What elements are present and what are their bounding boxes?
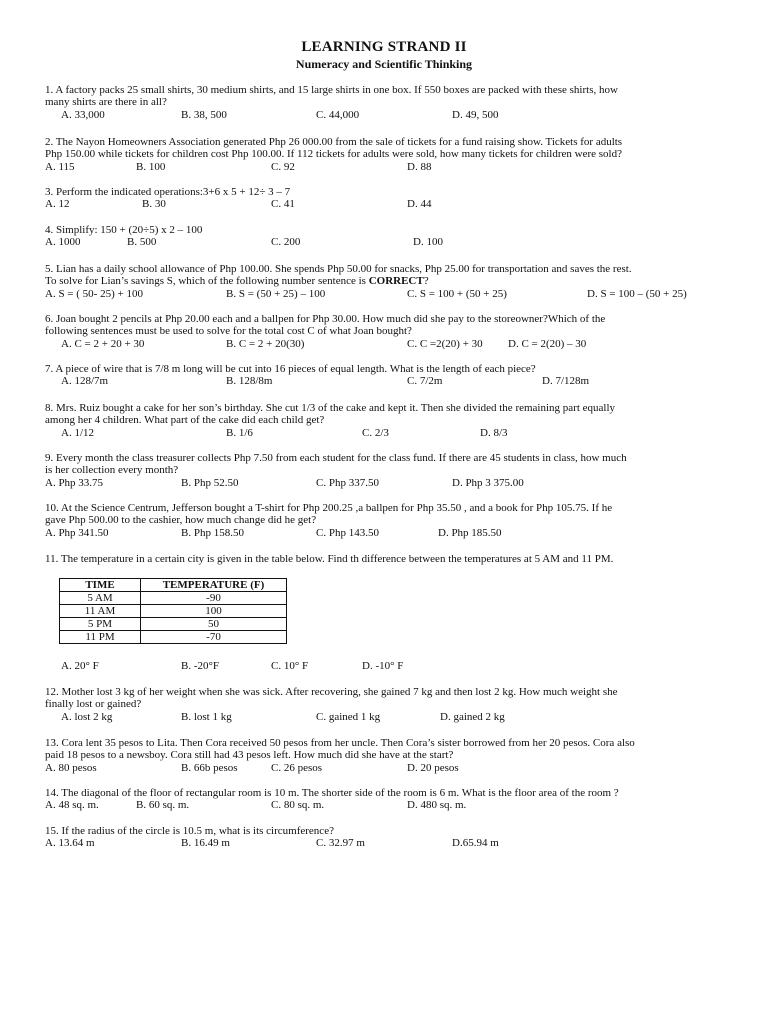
question-text: gave Php 500.00 to the cashier, how much change did he get? (45, 514, 317, 527)
choice-d: D. 8/3 (480, 426, 508, 439)
table-header-row (60, 579, 287, 592)
table-row (60, 631, 287, 644)
choice-c: C. 44,000 (316, 108, 360, 121)
column-header-temperature: TEMPERATURE (F) (141, 579, 287, 592)
question-text: following sentences must be used to solve for the total cost C of what Joan bought? (45, 325, 412, 338)
choice-b: B. C = 2 + 20(30) (226, 337, 305, 350)
question-text: To solve for Lian’s savings S, which of the following number sentence is CORRECT? (45, 275, 429, 288)
answer-choices (45, 109, 725, 122)
question-11 (45, 553, 725, 565)
choice-d: D. -10° F (362, 660, 404, 672)
choice-b: B. 30 (142, 198, 166, 211)
question-text: 13. Cora lent 35 pesos to Lita. Then Cora received 50 pesos from her uncle. Then Cora’s sister borrowed from her 20 pesos. Cora also (45, 737, 635, 749)
time-cell: 11 PM (60, 631, 141, 644)
choice-a: A. 13.64 m (45, 837, 95, 850)
question-11-choices (45, 660, 725, 673)
answer-choices (45, 762, 725, 775)
choice-b: B. 60 sq. m. (136, 799, 190, 812)
choice-a: A. 33,000 (61, 108, 105, 121)
question-text: 8. Mrs. Ruiz bought a cake for her son’s birthday. She cut 1/3 of the cake and kept it. Then she divided the remaining part equally (45, 402, 616, 414)
question-text: many shirts are there in all? (45, 96, 167, 109)
choice-c: C. 200 (271, 236, 301, 249)
choice-a: A. 128/7m (61, 375, 109, 388)
question-text: paid 18 pesos to a newsboy. Cora still had 43 pesos left. How much did she have at the start? (45, 749, 454, 762)
question-text: Php 150.00 while tickets for children cost Php 100.00. If 112 tickets for adults were sold, how many tickets for children were sold? (45, 148, 622, 161)
choice-d: D. 7/128m (542, 375, 590, 388)
choice-c: C. 26 pesos (271, 761, 323, 774)
choice-a: A. 1/12 (61, 426, 94, 439)
choice-b: B. 128/8m (226, 375, 273, 388)
choice-c: C. 7/2m (407, 375, 443, 388)
question-text: 12. Mother lost 3 kg of her weight when she was sick. After recovering, she gained 7 kg and then lost 2 kg. How much weight she (45, 686, 618, 698)
choice-b: B. 500 (127, 236, 157, 249)
choice-a: A. 1000 (45, 236, 81, 249)
question-text: 4. Simplify: 150 + (20÷5) x 2 – 100 (45, 224, 203, 236)
question-text: finally lost or gained? (45, 698, 142, 711)
question-text: 15. If the radius of the circle is 10.5 m, what is its circumference? (45, 825, 334, 837)
question-14 (45, 787, 725, 812)
choice-d: D.65.94 m (452, 837, 499, 850)
question-8 (45, 402, 725, 440)
choice-c: C. 92 (271, 160, 295, 173)
choice-c: C. S = 100 + (50 + 25) (407, 287, 507, 300)
choice-c: C. 80 sq. m. (271, 799, 325, 812)
choice-c: C. 41 (271, 198, 295, 211)
time-cell: 5 PM (60, 618, 141, 631)
choice-b: B. lost 1 kg (181, 710, 232, 723)
question-12 (45, 686, 725, 724)
emphasis-correct: CORRECT (368, 275, 424, 288)
question-text: is her collection every month? (45, 464, 179, 477)
choice-a: A. Php 33.75 (45, 476, 104, 489)
choice-c: C. gained 1 kg (316, 710, 381, 723)
choice-d: D. 49, 500 (452, 108, 499, 121)
choice-d: D. 100 (413, 236, 443, 249)
choice-b: B. 16.49 m (181, 837, 230, 850)
choice-b: B. -20°F (181, 660, 220, 672)
table-row (60, 605, 287, 618)
answer-choices (45, 161, 725, 174)
temperature-cell: -70 (141, 631, 287, 644)
choice-c: C. Php 143.50 (316, 526, 379, 539)
choice-a: A. 115 (45, 160, 75, 173)
temperature-cell: 100 (141, 605, 287, 618)
choice-a: A. 20° F (61, 660, 99, 672)
answer-choices (45, 375, 725, 388)
choice-b: B. Php 52.50 (181, 476, 239, 489)
table-row (60, 618, 287, 631)
question-text: 5. Lian has a daily school allowance of Php 100.00. She spends Php 50.00 for snacks, Php 25.00 for transportation and saves the rest. (45, 263, 632, 275)
choice-c: C. C =2(20) + 30 (407, 337, 483, 350)
choice-a: A. 48 sq. m. (45, 799, 99, 812)
temperature-table (59, 578, 287, 644)
question-text: 7. A piece of wire that is 7/8 m long will be cut into 16 pieces of equal length. What is the length of each piece? (45, 363, 536, 375)
time-cell: 11 AM (60, 605, 141, 618)
question-13 (45, 737, 725, 775)
choice-d: D. Php 3 375.00 (452, 476, 524, 489)
question-4 (45, 224, 725, 249)
answer-choices (45, 660, 725, 673)
question-9 (45, 452, 725, 490)
answer-choices (45, 799, 725, 812)
answer-choices (45, 288, 725, 301)
choice-c: C. 2/3 (362, 426, 389, 439)
choice-a: A. 12 (45, 198, 70, 211)
answer-choices (45, 236, 725, 249)
question-text: among her 4 children. What part of the cake did each child get? (45, 414, 325, 427)
choice-b: B. Php 158.50 (181, 526, 244, 539)
choice-b: B. 66b pesos (181, 761, 238, 774)
column-header-time: TIME (60, 579, 141, 592)
answer-choices (45, 837, 725, 850)
choice-a: A. lost 2 kg (61, 710, 113, 723)
question-5 (45, 263, 725, 301)
choice-d: D. S = 100 – (50 + 25) (587, 287, 687, 300)
choice-a: A. 80 pesos (45, 761, 97, 774)
choice-d: D. 44 (407, 198, 432, 211)
choice-c: C. 10° F (271, 660, 309, 672)
answer-choices (45, 338, 725, 351)
question-text: 1. A factory packs 25 small shirts, 30 medium shirts, and 15 large shirts in one box. If 550 boxes are packed with these shirts, how (45, 84, 618, 96)
choice-d: D. gained 2 kg (440, 710, 505, 723)
page-subtitle: Numeracy and Scientific Thinking (295, 57, 473, 71)
temperature-cell: 50 (141, 618, 287, 631)
choice-b: B. 38, 500 (181, 108, 227, 121)
table-row (60, 592, 287, 605)
choice-d: D. 480 sq. m. (407, 799, 467, 812)
page-title: LEARNING STRAND II (301, 39, 467, 55)
question-text: 10. At the Science Centrum, Jefferson bought a T-shirt for Php 200.25 ,a ballpen for Php 35.50 , and a book for Php 105.75. If he (45, 502, 613, 514)
choice-a: A. S = ( 50- 25) + 100 (45, 287, 143, 300)
question-text: 14. The diagonal of the floor of rectangular room is 10 m. The shorter side of the room is 6 m. What is the floor area of the room ? (45, 787, 619, 799)
choice-a: A. Php 341.50 (45, 526, 109, 539)
answer-choices (45, 198, 725, 211)
time-cell: 5 AM (60, 592, 141, 605)
choice-a: A. C = 2 + 20 + 30 (61, 337, 145, 350)
choice-d: D. C = 2(20) – 30 (508, 337, 587, 350)
choice-b: B. S = (50 + 25) – 100 (226, 287, 326, 300)
choice-b: B. 1/6 (226, 426, 253, 439)
question-text: 2. The Nayon Homeowners Association generated Php 26 000.00 from the sale of tickets for a fund raising show. Tickets for adults (45, 136, 623, 148)
choice-d: D. 20 pesos (407, 761, 459, 774)
question-text: 3. Perform the indicated operations:3+6 x 5 + 12÷ 3 – 7 (45, 186, 291, 198)
choice-c: C. 32.97 m (316, 837, 365, 850)
answer-choices (45, 477, 725, 490)
question-6 (45, 313, 725, 351)
question-10 (45, 502, 725, 540)
question-text: 9. Every month the class treasurer collects Php 7.50 from each student for the class fund. If there are 45 students in class, how much (45, 452, 627, 464)
temperature-cell: -90 (141, 592, 287, 605)
question-7 (45, 363, 725, 388)
question-15 (45, 825, 725, 850)
choice-d: D. 88 (407, 160, 432, 173)
question-text: 11. The temperature in a certain city is given in the table below. Find th difference between the temperatures at 5 AM and 11 PM. (45, 553, 614, 565)
question-text: 6. Joan bought 2 pencils at Php 20.00 each and a ballpen for Php 30.00. How much did she pay to the storeowner?Which of the (45, 313, 606, 325)
choice-d: D. Php 185.50 (438, 526, 502, 539)
answer-choices (45, 711, 725, 724)
choice-b: B. 100 (136, 160, 166, 173)
answer-choices (45, 527, 725, 540)
question-2 (45, 136, 725, 174)
question-3 (45, 186, 725, 211)
answer-choices (45, 427, 725, 440)
choice-c: C. Php 337.50 (316, 476, 379, 489)
question-1 (45, 84, 725, 122)
